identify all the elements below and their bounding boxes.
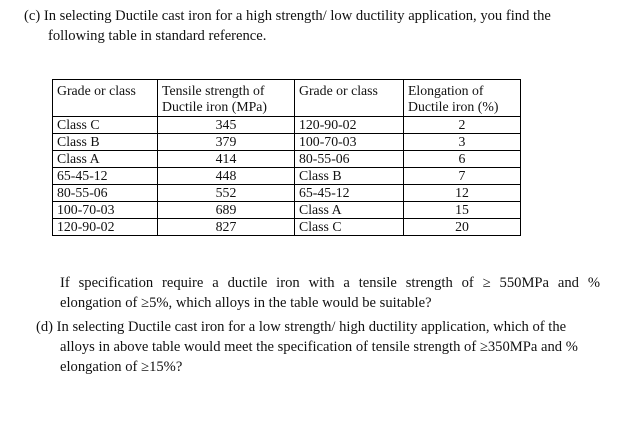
question-c-line-1: (c) In selecting Ductile cast iron for a high strength/ low ductility application, you find the: [24, 8, 551, 24]
cell-grade-2: 65-45-12: [295, 185, 404, 202]
cell-grade-2: Class A: [295, 202, 404, 219]
cell-grade: Class C: [53, 117, 158, 134]
table-row: [53, 202, 521, 219]
cell-tensile: 689: [158, 202, 295, 219]
question-d-line-2: alloys in above table would meet the specification of tensile strength of ≥350MPa and %: [60, 339, 578, 355]
table-header-row: [53, 80, 521, 117]
ductile-iron-table: [52, 79, 521, 236]
cell-tensile: 552: [158, 185, 295, 202]
specification-line-1: If specification require a ductile iron with a tensile strength of ≥ 550MPa and %: [60, 275, 600, 291]
cell-grade-2: 80-55-06: [295, 151, 404, 168]
cell-tensile: 414: [158, 151, 295, 168]
cell-tensile: 379: [158, 134, 295, 151]
cell-grade: 65-45-12: [53, 168, 158, 185]
cell-elongation: 12: [404, 185, 521, 202]
cell-grade-2: Class C: [295, 219, 404, 236]
table-row: [53, 134, 521, 151]
question-c: [24, 6, 609, 46]
question-d-line-1: (d) In selecting Ductile cast iron for a low strength/ high ductility application, which of the: [36, 319, 567, 335]
table-row: [53, 219, 521, 236]
header-grade-class-2: Grade or class: [295, 80, 404, 117]
header-grade-class-1: Grade or class: [53, 80, 158, 117]
question-d: [36, 317, 602, 377]
cell-grade-2: Class B: [295, 168, 404, 185]
cell-grade: 100-70-03: [53, 202, 158, 219]
cell-elongation: 7: [404, 168, 521, 185]
cell-elongation: 6: [404, 151, 521, 168]
header-tensile-strength: Tensile strength of Ductile iron (MPa): [158, 80, 295, 117]
question-d-line-3: elongation of ≥15%?: [60, 359, 183, 375]
cell-elongation: 3: [404, 134, 521, 151]
cell-tensile: 345: [158, 117, 295, 134]
cell-elongation: 15: [404, 202, 521, 219]
cell-grade-2: 120-90-02: [295, 117, 404, 134]
table-row: [53, 151, 521, 168]
specification-line-2: elongation of ≥5%, which alloys in the table would be suitable?: [60, 295, 432, 311]
cell-elongation: 2: [404, 117, 521, 134]
table-row: [53, 117, 521, 134]
cell-grade: 120-90-02: [53, 219, 158, 236]
table-row: [53, 168, 521, 185]
table-row: [53, 185, 521, 202]
specification-question: [60, 273, 600, 313]
cell-elongation: 20: [404, 219, 521, 236]
cell-tensile: 448: [158, 168, 295, 185]
header-elongation: Elongation of Ductile iron (%): [404, 80, 521, 117]
cell-grade: Class B: [53, 134, 158, 151]
cell-tensile: 827: [158, 219, 295, 236]
question-c-line-2: following table in standard reference.: [48, 28, 267, 44]
cell-grade: 80-55-06: [53, 185, 158, 202]
cell-grade-2: 100-70-03: [295, 134, 404, 151]
cell-grade: Class A: [53, 151, 158, 168]
